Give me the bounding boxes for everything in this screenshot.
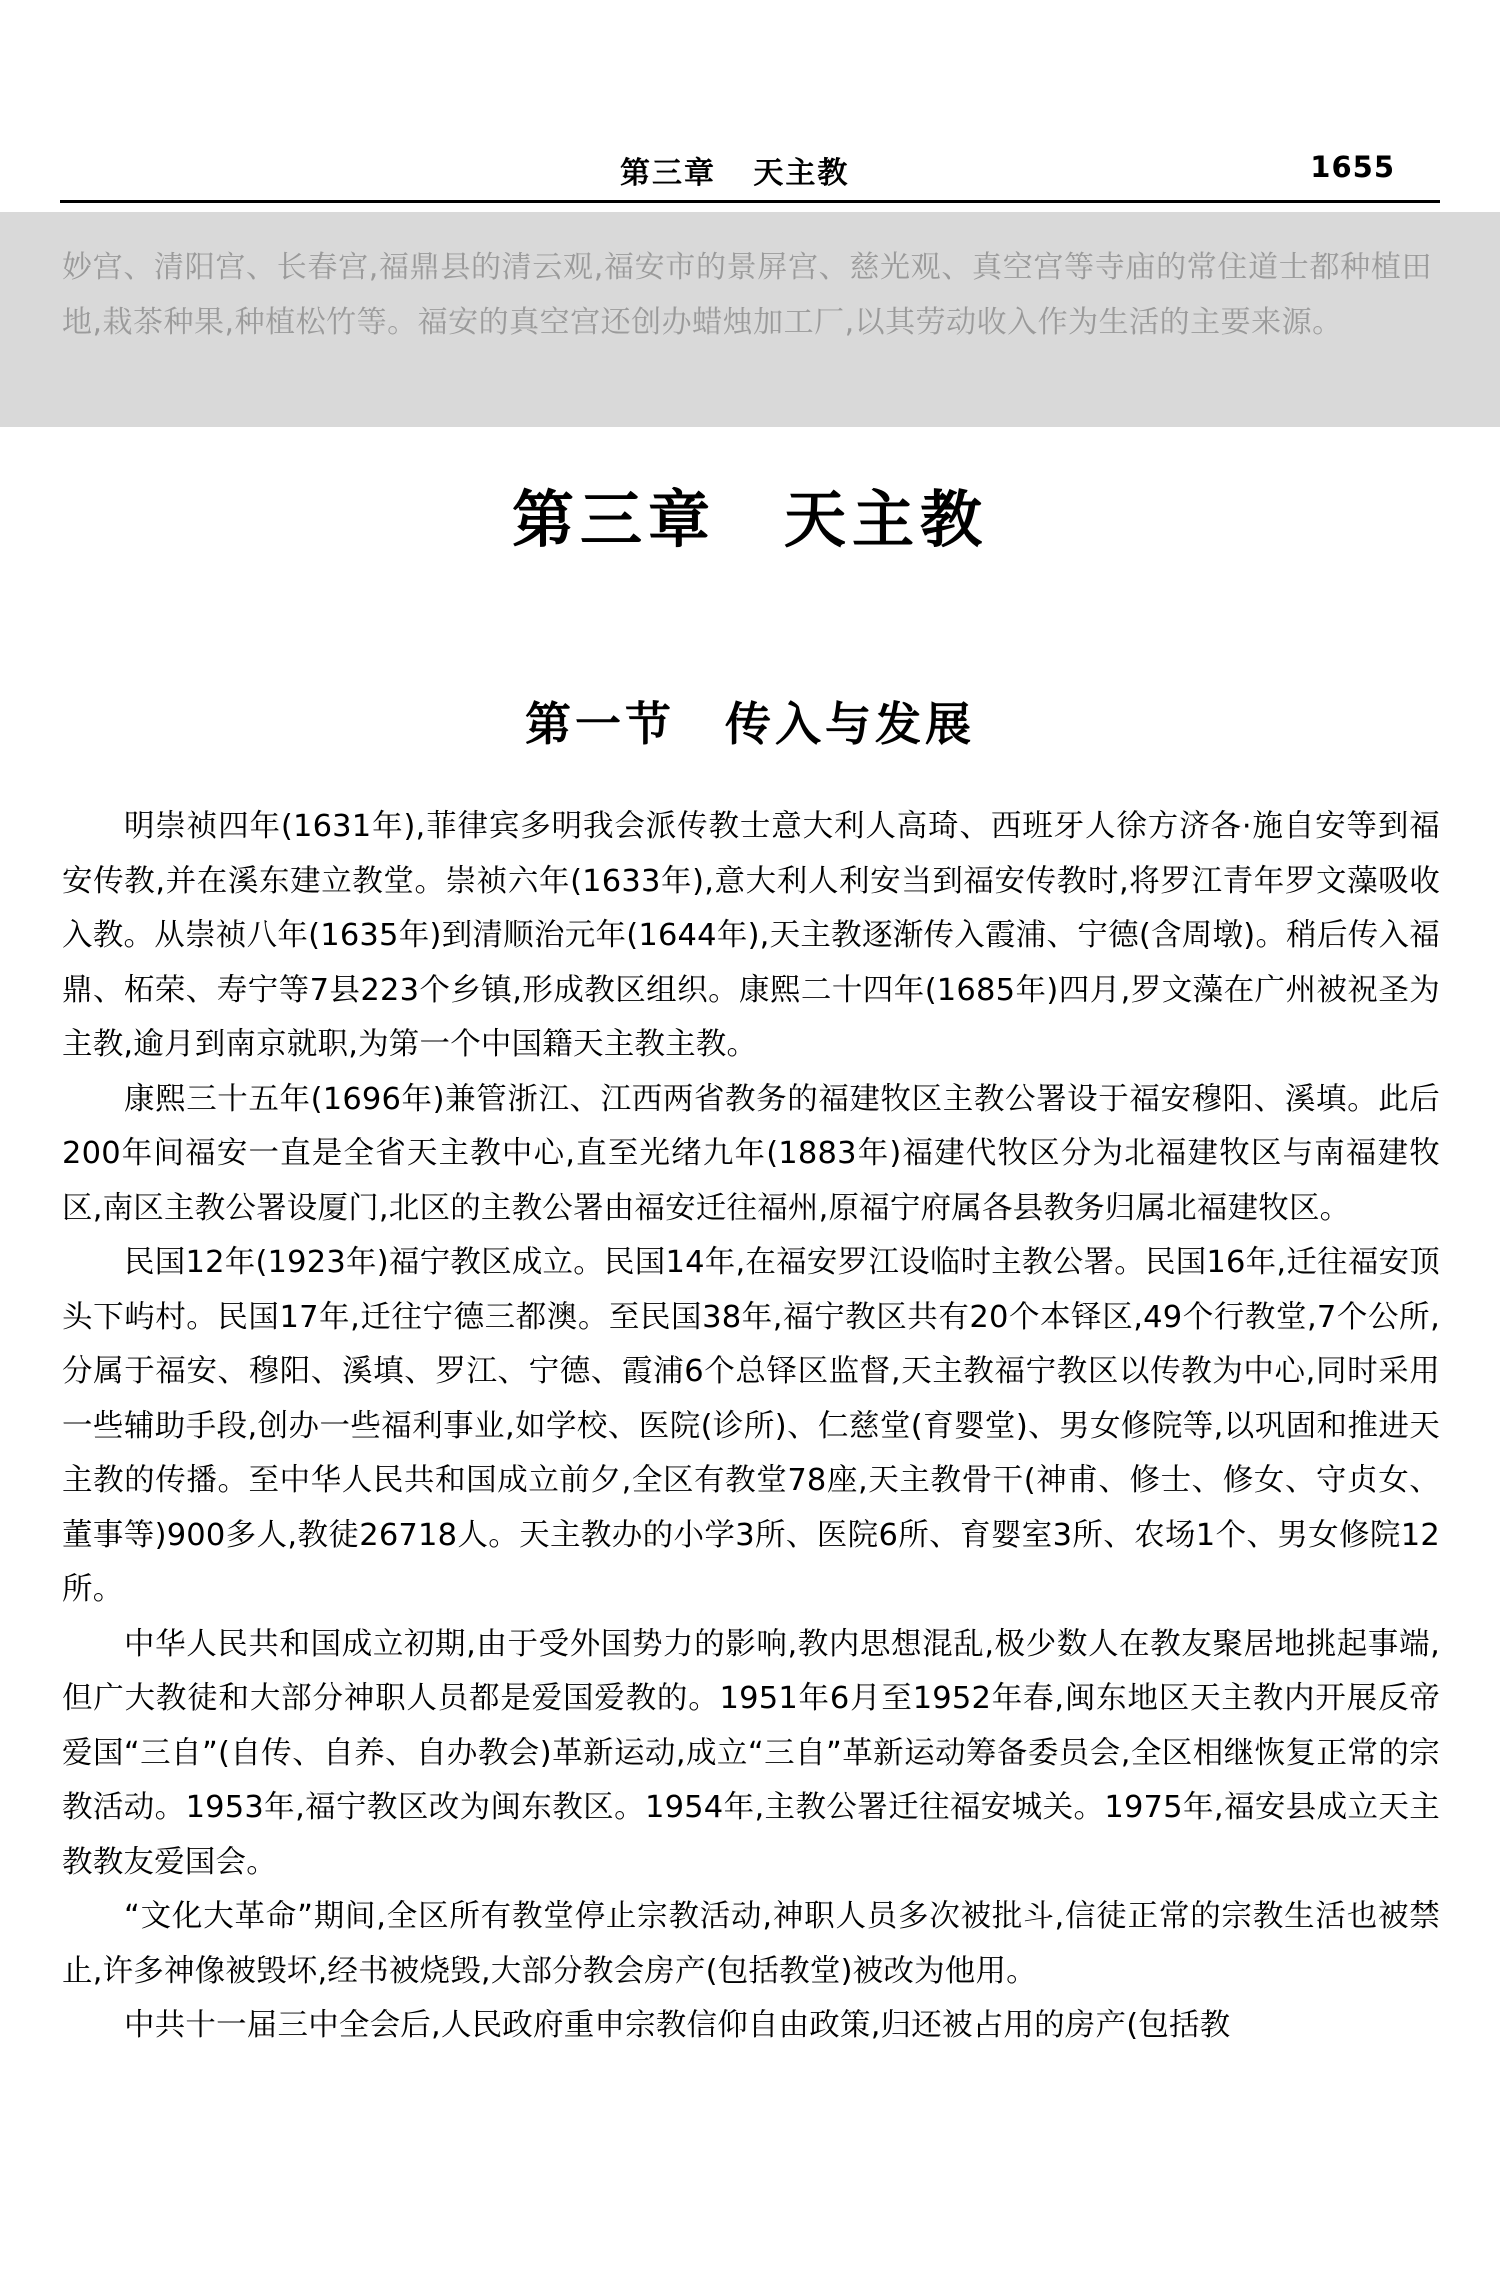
chapter-title: 第三章 天主教 [511,483,988,556]
running-head-title: 第三章 天主教 [620,156,850,191]
faded-previous-text-block [0,212,1500,427]
paragraph: “文化大革命”期间,全区所有教堂停止宗教活动,神职人员多次被批斗,信徒正常的宗教生活也被禁止,许多神像被毁坏,经书被烧毁,大部分教会房产(包括教堂)被改为他用。 [62,1899,1440,1989]
page-number: 1655 [1310,150,1395,184]
paragraph: 中共十一届三中全会后,人民政府重申宗教信仰自由政策,归还被占用的房产(包括教 [124,2008,1231,2043]
paragraph: 康熙三十五年(1696年)兼管浙江、江西两省教务的福建牧区主教公署设于福安穆阳、溪填。此后200年间福安一直是全省天主教中心,直至光绪九年(1883年)福建代牧区分为北福建牧区与南福建牧区,南区主教公署设厦门,北区的主教公署由福安迁往福州,原福宁府属各县教务归属北福建牧区。 [62,1081,1440,1226]
paragraph: 中华人民共和国成立初期,由于受外国势力的影响,教内思想混乱,极少数人在教友聚居地挑起事端,但广大教徒和大部分神职人员都是爱国爱教的。1951年6月至1952年春,闽东地区天主教内开展反帝爱国“三自”(自传、自养、自办教会)革新运动,成立“三自”革新运动筹备委员会,全区相继恢复正常的宗教活动。1953年,福宁教区改为闽东教区。1954年,主教公署迁往福安城关。1975年,福安县成立天主教教友爱国会。 [62,1626,1440,1880]
paragraph: 明崇祯四年(1631年),菲律宾多明我会派传教士意大利人高琦、西班牙人徐方济各·施自安等到福安传教,并在溪东建立教堂。崇祯六年(1633年),意大利人利安当到福安传教时,将罗江青年罗文藻吸收入教。从崇祯八年(1635年)到清顺治元年(1644年),天主教逐渐传入霞浦、宁德(含周墩)。稍后传入福鼎、柘荣、寿宁等7县223个乡镇,形成教区组织。康熙二十四年(1685年)四月,罗文藻在广州被祝圣为主教,逾月到南京就职,为第一个中国籍天主教主教。 [62,809,1440,1062]
faded-paragraph: 妙宫、清阳宫、长春宫,福鼎县的清云观,福安市的景屏宫、慈光观、真空宫等寺庙的常住道士都种植田地,栽茶种果,种植松竹等。福安的真空宫还创办蜡烛加工厂,以其劳动收入作为生活的主要来源。 [62,250,1432,340]
header-divider [60,200,1440,203]
section-title: 第一节 传入与发展 [525,697,975,751]
paragraph: 民国12年(1923年)福宁教区成立。民国14年,在福安罗江设临时主教公署。民国16年,迁往福安顶头下屿村。民国17年,迁往宁德三都澳。至民国38年,福宁教区共有20个本铎区,49个行教堂,7个公所,分属于福安、穆阳、溪填、罗江、宁德、霞浦6个总铎区监督,天主教福宁教区以传教为中心,同时采用一些辅助手段,创办一些福利事业,如学校、医院(诊所)、仁慈堂(育婴堂)、男女修院等,以巩固和推进天主教的传播。至中华人民共和国成立前夕,全区有教堂78座,天主教骨干(神甫、修士、修女、守贞女、董事等)900多人,教徒26718人。天主教办的小学3所、医院6所、育婴室3所、农场1个、男女修院12所。 [62,1245,1440,1607]
body-text [62,800,1440,2054]
running-head [60,148,1440,200]
